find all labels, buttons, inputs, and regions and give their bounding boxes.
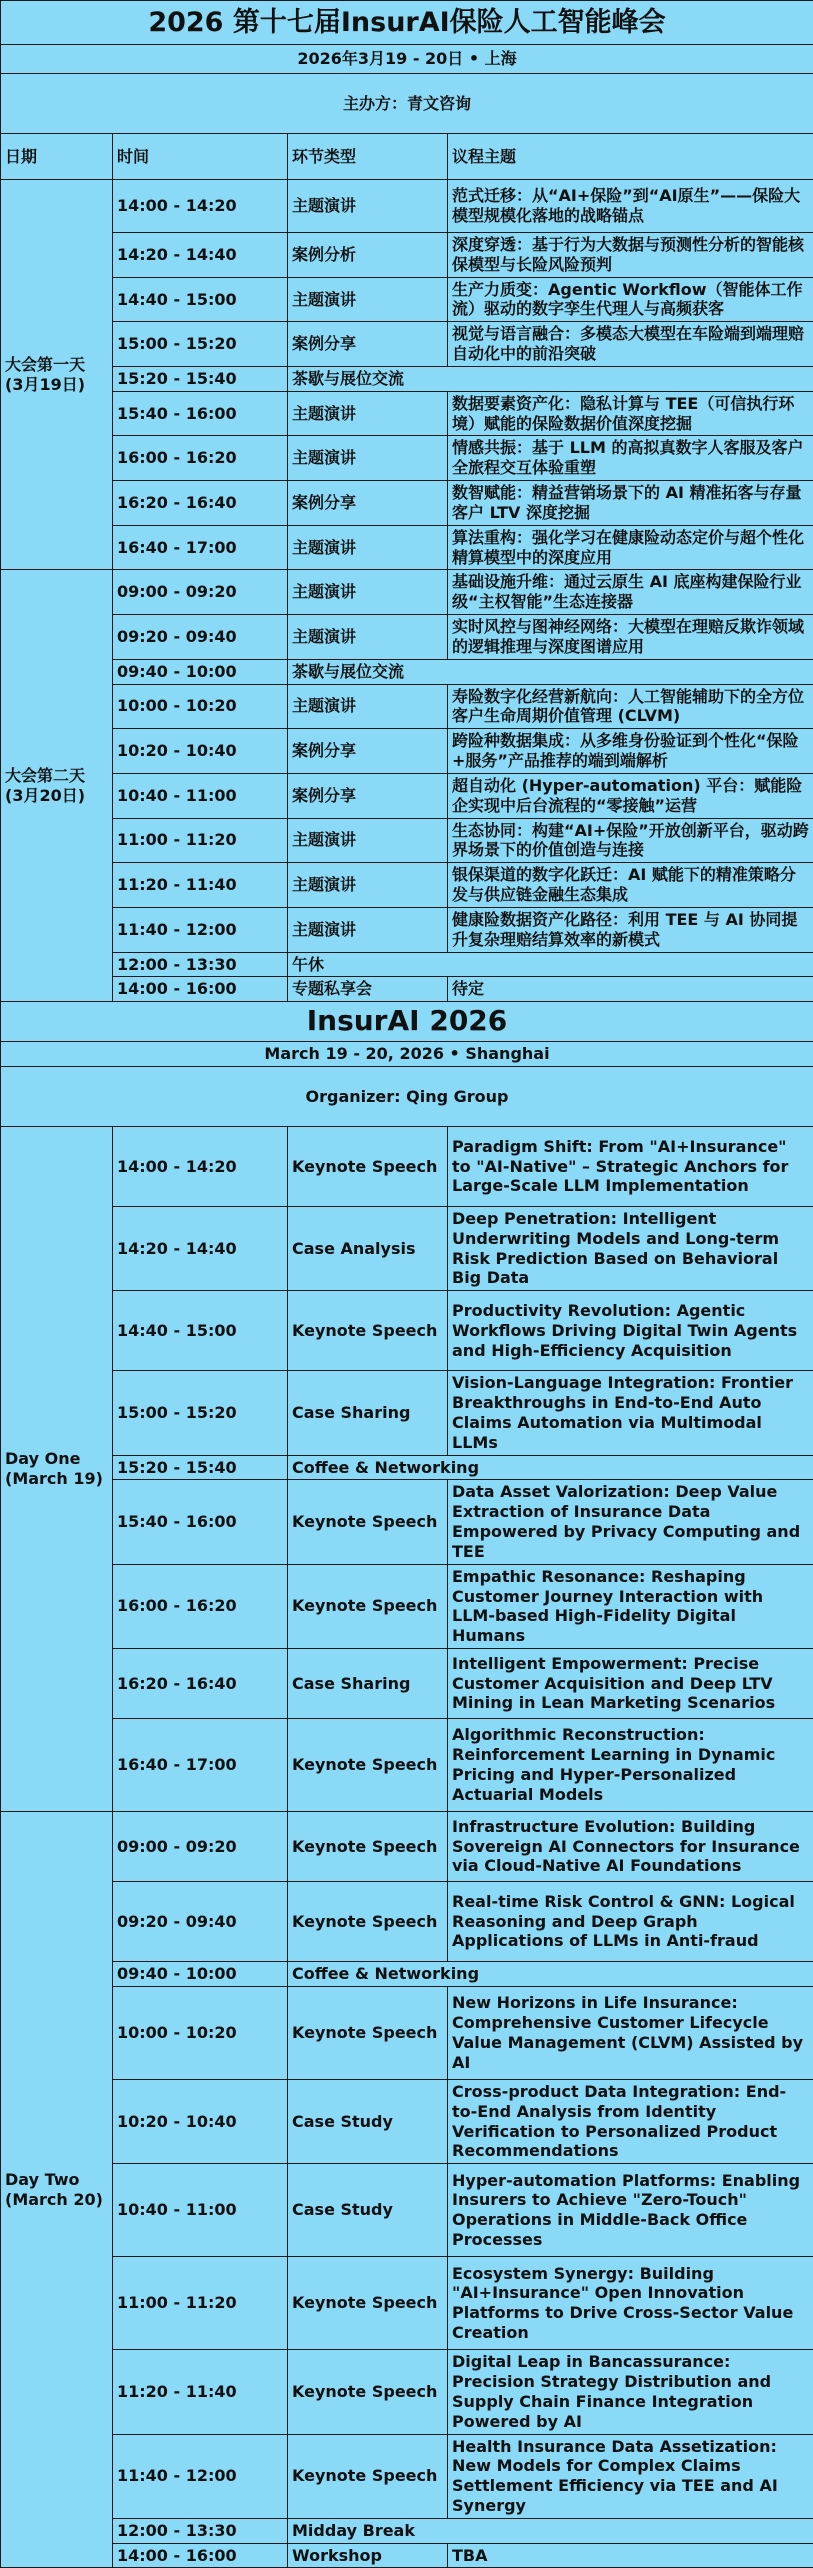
session-type: Case Study (288, 2079, 448, 2163)
session-type: Keynote Speech (288, 1564, 448, 1648)
session-type: Workshop (288, 2543, 448, 2568)
session-topic: 基础设施升维：通过云原生 AI 底座构建保险行业级“主权智能”生态连接器 (448, 570, 813, 615)
session-type: 主题演讲 (288, 863, 448, 908)
session-time: 10:20 - 10:40 (113, 729, 288, 774)
session-topic: 生产力质变：Agentic Workflow（智能体工作流）驱动的数字孪生代理人与高频获客 (448, 277, 813, 322)
en-agenda-row (1, 1962, 813, 1987)
zh-date-line: 2026年3月19 - 20日 • 上海 (1, 45, 813, 74)
session-topic: 数据要素资产化：隐私计算与 TEE（可信执行环境）赋能的保险数据价值深度挖掘 (448, 391, 813, 436)
session-type: 主题演讲 (288, 615, 448, 660)
session-time: 11:40 - 12:00 (113, 2434, 288, 2518)
session-break: Midday Break (288, 2518, 813, 2543)
session-type: Keynote Speech (288, 1480, 448, 1564)
session-type: 主题演讲 (288, 436, 448, 481)
session-type: 主题演讲 (288, 180, 448, 233)
session-topic: Empathic Resonance: Reshaping Customer Journey Interaction with LLM-based High-Fidelity Digital Humans (448, 1564, 813, 1648)
session-topic: 情感共振：基于 LLM 的高拟真数字人客服及客户全旅程交互体验重塑 (448, 436, 813, 481)
session-topic: 实时风控与图神经网络：大模型在理赔反欺诈领域的逻辑推理与深度图谱应用 (448, 615, 813, 660)
zh-agenda-row (1, 977, 813, 1002)
en-agenda-row (1, 1206, 813, 1290)
en-agenda-row (1, 1291, 813, 1371)
session-time: 10:20 - 10:40 (113, 2079, 288, 2163)
session-time: 11:00 - 11:20 (113, 818, 288, 863)
en-agenda-row (1, 1986, 813, 2079)
en-agenda-row (1, 2518, 813, 2543)
en-day-label: Day Two (March 20) (1, 1812, 113, 2568)
session-topic: Health Insurance Data Assetization: New Models for Complex Claims Settlement Efficiency via TEE and AI Synergy (448, 2434, 813, 2518)
session-time: 14:40 - 15:00 (113, 277, 288, 322)
session-type: 主题演讲 (288, 907, 448, 952)
zh-agenda-row (1, 863, 813, 908)
en-agenda-row (1, 1649, 813, 1719)
session-time: 15:00 - 15:20 (113, 1371, 288, 1455)
zh-agenda-row (1, 952, 813, 977)
session-type: Case Study (288, 2164, 448, 2257)
session-type: 主题演讲 (288, 684, 448, 729)
column-header-type: 环节类型 (288, 134, 448, 180)
session-time: 14:40 - 15:00 (113, 1291, 288, 1371)
session-time: 16:20 - 16:40 (113, 1649, 288, 1719)
zh-agenda-row (1, 233, 813, 278)
zh-header-row (1, 134, 813, 180)
zh-agenda-row (1, 570, 813, 615)
session-time: 16:00 - 16:20 (113, 436, 288, 481)
session-time: 14:00 - 14:20 (113, 1126, 288, 1206)
session-topic: 超自动化 (Hyper-automation) 平台：赋能险企实现中后台流程的“零接触”运营 (448, 773, 813, 818)
session-topic: TBA (448, 2543, 813, 2568)
session-time: 15:00 - 15:20 (113, 322, 288, 367)
session-topic: 数智赋能：精益营销场景下的 AI 精准拓客与存量客户 LTV 深度挖掘 (448, 481, 813, 526)
session-time: 12:00 - 13:30 (113, 2518, 288, 2543)
en-date-line: March 19 - 20, 2026 • Shanghai (1, 1042, 813, 1067)
session-type: 主题演讲 (288, 570, 448, 615)
session-time: 09:20 - 09:40 (113, 615, 288, 660)
zh-day-label: 大会第一天 (3月19日) (1, 180, 113, 570)
zh-title: 2026 第十七届InsurAI保险人工智能峰会 (1, 1, 813, 45)
zh-agenda-row (1, 659, 813, 684)
en-agenda-row (1, 1812, 813, 1882)
session-topic: Cross-product Data Integration: End-to-End Analysis from Identity Verification to Personalized Product Recommendations (448, 2079, 813, 2163)
en-agenda-row (1, 1719, 813, 1812)
session-topic: 寿险数字化经营新航向：人工智能辅助下的全方位客户生命周期价值管理 (CLVM) (448, 684, 813, 729)
session-type: Keynote Speech (288, 1882, 448, 1962)
en-agenda-row (1, 1480, 813, 1564)
session-time: 14:20 - 14:40 (113, 233, 288, 278)
en-agenda-row (1, 2079, 813, 2163)
session-type: 主题演讲 (288, 277, 448, 322)
session-topic: 深度穿透：基于行为大数据与预测性分析的智能核保模型与长险风险预判 (448, 233, 813, 278)
session-topic: Infrastructure Evolution: Building Sovereign AI Connectors for Insurance via Cloud-Native AI Foundations (448, 1812, 813, 1882)
zh-organizer: 主办方：青文咨询 (1, 74, 813, 134)
session-type: 案例分享 (288, 729, 448, 774)
session-topic: Real-time Risk Control & GNN: Logical Reasoning and Deep Graph Applications of LLMs in Anti-fraud (448, 1882, 813, 1962)
session-type: Keynote Speech (288, 1812, 448, 1882)
session-time: 12:00 - 13:30 (113, 952, 288, 977)
session-time: 11:20 - 11:40 (113, 863, 288, 908)
zh-agenda-row (1, 907, 813, 952)
session-time: 14:20 - 14:40 (113, 1206, 288, 1290)
zh-agenda-row (1, 818, 813, 863)
session-topic: 跨险种数据集成：从多维身份验证到个性化“保险+服务”产品推荐的端到端解析 (448, 729, 813, 774)
en-day-label: Day One (March 19) (1, 1126, 113, 1811)
session-type: 主题演讲 (288, 525, 448, 570)
session-type: Keynote Speech (288, 1126, 448, 1206)
session-type: Case Sharing (288, 1649, 448, 1719)
session-topic: 算法重构：强化学习在健康险动态定价与超个性化精算模型中的深度应用 (448, 525, 813, 570)
zh-agenda-row (1, 481, 813, 526)
zh-agenda-row (1, 729, 813, 774)
zh-title-row (1, 1, 813, 45)
session-time: 15:40 - 16:00 (113, 391, 288, 436)
en-agenda-row (1, 2164, 813, 2257)
session-time: 16:40 - 17:00 (113, 525, 288, 570)
en-title-row (1, 1002, 813, 1042)
en-date-row (1, 1042, 813, 1067)
session-topic: 健康险数据资产化路径：利用 TEE 与 AI 协同提升复杂理赔结算效率的新模式 (448, 907, 813, 952)
session-time: 15:20 - 15:40 (113, 1455, 288, 1480)
session-topic: Ecosystem Synergy: Building "AI+Insurance" Open Innovation Platforms to Drive Cross-Sector Value Creation (448, 2257, 813, 2350)
session-type: 案例分析 (288, 233, 448, 278)
en-organizer: Organizer: Qing Group (1, 1066, 813, 1126)
session-type: 案例分享 (288, 481, 448, 526)
column-header-topic: 议程主题 (448, 134, 813, 180)
session-time: 09:40 - 10:00 (113, 659, 288, 684)
session-type: Keynote Speech (288, 1719, 448, 1812)
session-break: Coffee & Networking (288, 1962, 813, 1987)
session-topic: New Horizons in Life Insurance: Comprehensive Customer Lifecycle Value Management (CLVM) Assisted by AI (448, 1986, 813, 2079)
zh-agenda-row (1, 366, 813, 391)
zh-day-label: 大会第二天 (3月20日) (1, 570, 113, 1002)
zh-agenda-row (1, 525, 813, 570)
session-topic: Deep Penetration: Intelligent Underwriting Models and Long-term Risk Prediction Based on Behavioral Big Data (448, 1206, 813, 1290)
session-type: 案例分享 (288, 322, 448, 367)
session-type: Keynote Speech (288, 2434, 448, 2518)
en-agenda-row (1, 2543, 813, 2568)
en-agenda-row (1, 1455, 813, 1480)
zh-agenda-row (1, 773, 813, 818)
session-time: 09:00 - 09:20 (113, 570, 288, 615)
column-header-date: 日期 (1, 134, 113, 180)
session-time: 10:40 - 11:00 (113, 773, 288, 818)
session-time: 09:20 - 09:40 (113, 1882, 288, 1962)
session-time: 15:20 - 15:40 (113, 366, 288, 391)
zh-agenda-row (1, 684, 813, 729)
session-time: 10:00 - 10:20 (113, 684, 288, 729)
en-agenda-row (1, 1371, 813, 1455)
session-time: 11:20 - 11:40 (113, 2350, 288, 2434)
session-type: Case Sharing (288, 1371, 448, 1455)
session-topic: Productivity Revolution: Agentic Workflows Driving Digital Twin Agents and High-Efficiency Acquisition (448, 1291, 813, 1371)
session-type: Keynote Speech (288, 2257, 448, 2350)
session-type: Keynote Speech (288, 1291, 448, 1371)
en-title: InsurAI 2026 (1, 1002, 813, 1042)
session-break: 茶歇与展位交流 (288, 659, 813, 684)
session-topic: 待定 (448, 977, 813, 1002)
en-agenda-row (1, 1564, 813, 1648)
en-agenda-row (1, 1882, 813, 1962)
session-time: 16:40 - 17:00 (113, 1719, 288, 1812)
session-time: 10:40 - 11:00 (113, 2164, 288, 2257)
zh-organizer-row (1, 74, 813, 134)
zh-date-row (1, 45, 813, 74)
zh-agenda-row (1, 615, 813, 660)
session-topic: Hyper-automation Platforms: Enabling Insurers to Achieve "Zero-Touch" Operations in Middle-Back Office Processes (448, 2164, 813, 2257)
session-time: 14:00 - 16:00 (113, 2543, 288, 2568)
session-topic: Intelligent Empowerment: Precise Customer Acquisition and Deep LTV Mining in Lean Marketing Scenarios (448, 1649, 813, 1719)
zh-agenda-row (1, 391, 813, 436)
session-topic: 范式迁移：从“AI+保险”到“AI原生”——保险大模型规模化落地的战略锚点 (448, 180, 813, 233)
session-time: 11:40 - 12:00 (113, 907, 288, 952)
session-break: Coffee & Networking (288, 1455, 813, 1480)
session-type: 专题私享会 (288, 977, 448, 1002)
session-break: 午休 (288, 952, 813, 977)
session-time: 15:40 - 16:00 (113, 1480, 288, 1564)
column-header-time: 时间 (113, 134, 288, 180)
session-topic: 视觉与语言融合：多模态大模型在车险端到端理赔自动化中的前沿突破 (448, 322, 813, 367)
en-agenda-row (1, 2257, 813, 2350)
session-type: 主题演讲 (288, 818, 448, 863)
session-topic: Algorithmic Reconstruction: Reinforcement Learning in Dynamic Pricing and Hyper-Personalized Actuarial Models (448, 1719, 813, 1812)
session-topic: 银保渠道的数字化跃迁：AI 赋能下的精准策略分发与供应链金融生态集成 (448, 863, 813, 908)
session-type: 主题演讲 (288, 391, 448, 436)
session-type: Keynote Speech (288, 2350, 448, 2434)
session-time: 09:00 - 09:20 (113, 1812, 288, 1882)
zh-agenda-row (1, 277, 813, 322)
session-topic: Data Asset Valorization: Deep Value Extraction of Insurance Data Empowered by Privacy Computing and TEE (448, 1480, 813, 1564)
en-agenda-row (1, 2350, 813, 2434)
session-time: 14:00 - 16:00 (113, 977, 288, 1002)
zh-agenda-row (1, 180, 813, 233)
session-topic: Paradigm Shift: From "AI+Insurance" to "AI-Native" – Strategic Anchors for Large-Scale LLM Implementation (448, 1126, 813, 1206)
session-time: 16:00 - 16:20 (113, 1564, 288, 1648)
session-type: 案例分享 (288, 773, 448, 818)
session-time: 10:00 - 10:20 (113, 1986, 288, 2079)
en-agenda-row (1, 1126, 813, 1206)
session-time: 09:40 - 10:00 (113, 1962, 288, 1987)
zh-agenda-row (1, 436, 813, 481)
zh-agenda-row (1, 322, 813, 367)
session-topic: 生态协同：构建“AI+保险”开放创新平台，驱动跨界场景下的价值创造与连接 (448, 818, 813, 863)
en-organizer-row (1, 1066, 813, 1126)
session-topic: Vision-Language Integration: Frontier Breakthroughs in End-to-End Auto Claims Automation via Multimodal LLMs (448, 1371, 813, 1455)
session-time: 16:20 - 16:40 (113, 481, 288, 526)
session-time: 14:00 - 14:20 (113, 180, 288, 233)
session-type: Keynote Speech (288, 1986, 448, 2079)
en-agenda-row (1, 2434, 813, 2518)
session-type: Case Analysis (288, 1206, 448, 1290)
session-break: 茶歇与展位交流 (288, 366, 813, 391)
session-time: 11:00 - 11:20 (113, 2257, 288, 2350)
session-topic: Digital Leap in Bancassurance: Precision Strategy Distribution and Supply Chain Finance Integration Powered by AI (448, 2350, 813, 2434)
